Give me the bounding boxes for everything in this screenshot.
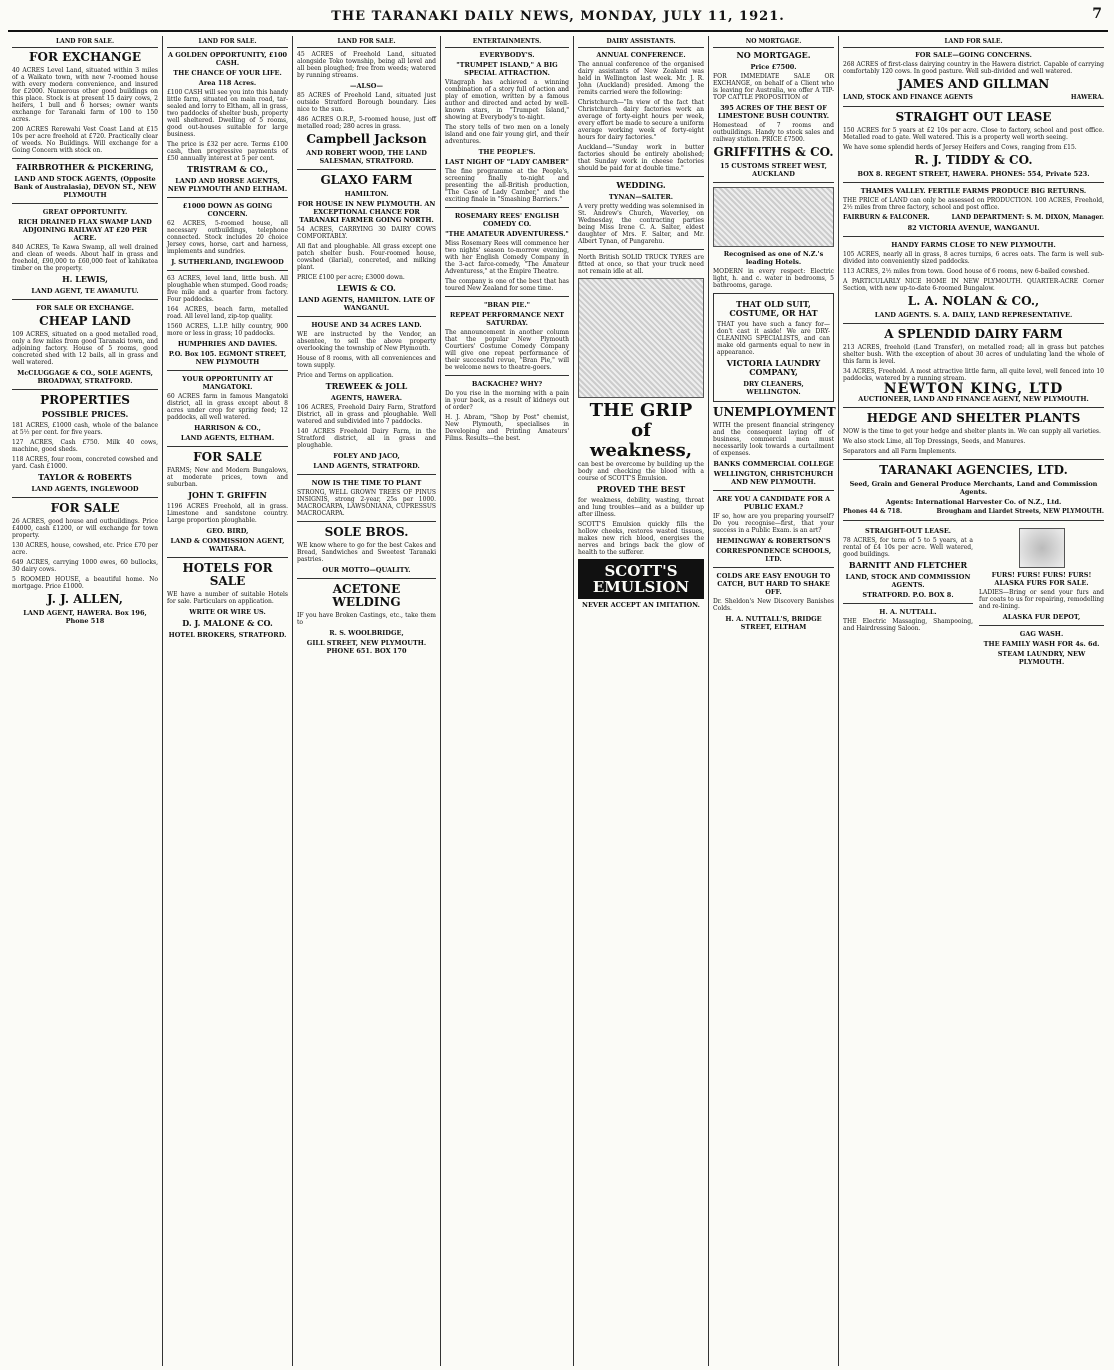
article-heading: EVERYBODY'S.: [479, 51, 535, 59]
agent-name: HEMINGWAY & ROBERTSON'S: [716, 537, 831, 545]
ad-text: WE know where to go for the best Cakes and Bread, Sandwiches and Sweetest Taranaki pastries.: [297, 542, 436, 563]
ad-text: FOR IMMEDIATE SALE OR EXCHANGE, on behalf of a Client who is leaving for Australia, we offer A TIP-TOP CATTLE PROPOSITION of: [713, 73, 834, 101]
agent-address: LAND AGENTS, ELTHAM.: [180, 434, 275, 442]
agent-address: P.O. Box 105. EGMONT STREET, NEW PLYMOUTH: [168, 350, 287, 366]
divider: [167, 370, 288, 371]
ad-heading: HEDGE AND SHELTER PLANTS: [866, 411, 1081, 425]
ad-text: 5 ROOMED HOUSE, a beautiful home. No mortgage. Price £1000.: [12, 576, 158, 590]
divider: [445, 375, 569, 376]
agent-name: BANKS COMMERCIAL COLLEGE: [713, 460, 834, 468]
ad-subheading: Area 118 Acres.: [198, 79, 257, 87]
ad-heading: PROPERTIES: [40, 393, 130, 407]
divider: [843, 603, 973, 604]
column-7: [839, 36, 1108, 1366]
ad-text: 45 ACRES of Freehold Land, situated alongside Toko township, being all level and all been ploughed; free from weeds; watered by running streams.: [297, 51, 436, 79]
agent-name: BARNITT AND FLETCHER: [848, 560, 968, 570]
ad-heading: STRAIGHT-OUT LEASE.: [864, 527, 952, 535]
divider: [843, 459, 1104, 460]
divider: [843, 407, 1104, 408]
ad-text: 213 ACRES, freehold (Land Transfer), on metalled road; all in grass but patches shelter bush. With the exception of about 30 acres of undulating land the whole of this farm is level.: [843, 344, 1104, 365]
ad-text: 118 ACRES, four room, concreted cowshed and yard. Cash £1000.: [12, 456, 158, 470]
ad-text: 140 ACRES Freehold Dairy Farm, in the Stratford district, all in grass and ploughable.: [297, 428, 436, 449]
agent-address: Seed, Grain and General Produce Merchants, Land and Commission Agents.: [849, 480, 1098, 496]
advertisement-illustration: [578, 278, 704, 398]
ad-heading: NOW IS THE TIME TO PLANT: [311, 479, 422, 487]
divider: [12, 497, 158, 498]
ad-subheading: Price £7500.: [750, 63, 797, 71]
ad-text: House of 8 rooms, with all conveniences and town supply.: [297, 355, 436, 369]
agent-name: HUMPHRIES AND DAVIES.: [177, 340, 278, 348]
ad-subheading: RICH DRAINED FLAX SWAMP LAND ADJOINING RAILWAY AT £20 PER ACRE.: [18, 218, 152, 242]
article-text: A very pretty wedding was solemnised in St. Andrew's Church, Waverley, on Wednesday, the contracting parties being Miss Irene C. A. Salter, eldest daughter of Mrs. F. Salter, and Mr. Albert Tynan, of Pungarehu.: [578, 203, 704, 245]
ad-heading: CHEAP LAND: [39, 314, 131, 328]
ad-subheading: THE CHANCE OF YOUR LIFE.: [173, 69, 282, 77]
divider: [979, 625, 1104, 626]
agent-address: H. A. NUTTALL'S, BRIDGE STREET, ELTHAM: [725, 615, 822, 631]
ad-text: 113 ACRES, 2½ miles from town. Good house of 6 rooms, new 6-bailed cowshed.: [843, 268, 1090, 275]
ad-text: 486 ACRES O.R.P., 5-roomed house, just off metalled road; 280 acres in grass.: [297, 116, 436, 130]
divider: [843, 236, 1104, 237]
agent-address: LAND, STOCK AND FINANCE AGENTS: [843, 94, 973, 101]
agent-address: Brougham and Liardet Streets, NEW PLYMOUTH.: [936, 508, 1104, 515]
ad-text: for weakness, debility, wasting, throat and lung troubles—and as a builder up after illness.: [578, 497, 704, 518]
scotts-emulsion-logo: SCOTT'S EMULSION: [578, 559, 704, 599]
masthead: [8, 4, 1108, 32]
divider: [167, 270, 288, 271]
ad-text: A PARTICULARLY NICE HOME IN NEW PLYMOUTH. QUARTER-ACRE Corner Section, with new up-to-date 6-roomed Bungalow.: [843, 278, 1104, 292]
agent-address: AGENTS, HAWERA.: [330, 394, 403, 402]
divider: [445, 296, 569, 297]
ad-text: FARMS; New and Modern Bungalows, at moderate prices, town and suburban.: [167, 467, 288, 488]
article-text: Do you rise in the morning with a pain in your back, as a result of kidneys out of order?: [445, 390, 569, 411]
divider: [843, 182, 1104, 183]
ad-text: THE PRICE of LAND can only be assessed on PRODUCTION. 100 ACRES, Freehold, 2½ miles from three factory, school and post office.: [843, 197, 1104, 211]
ad-text: Dr. Sheldon's New Discovery Banishes Colds.: [713, 598, 834, 612]
article-heading: THE PEOPLE'S.: [478, 148, 536, 156]
ad-text: IF you have Broken Castings, etc., take them to: [297, 612, 436, 626]
ad-subheading: THE FAMILY WASH FOR 4s. 6d.: [983, 640, 1100, 648]
agent-address: LAND, STOCK AND COMMISSION AGENTS.: [845, 573, 971, 589]
laundry-ad: [713, 293, 834, 402]
divider: [297, 169, 436, 170]
ad-heading: GAG WASH.: [1019, 630, 1064, 638]
agent-town: HAWERA.: [1070, 94, 1104, 101]
agent-name: LEWIS & CO.: [337, 283, 396, 293]
agent-address: GILL STREET, NEW PLYMOUTH. PHONE 651. BOX 170: [306, 639, 427, 655]
ad-heading: SOLE BROS.: [324, 525, 409, 539]
divider: [12, 299, 158, 300]
agent-name: D. J. MALONE & CO.: [182, 618, 273, 628]
ad-text: MODERN in every respect: Electric light, h. and c. water in bedrooms, 5 bathrooms, garage.: [713, 268, 834, 289]
article-text: The story tells of two men on a lonely island and one fair young girl, and their adventures.: [445, 124, 569, 145]
column-4: [441, 36, 574, 1366]
article-heading: ROSEMARY REES' ENGLISH COMEDY CO.: [454, 212, 560, 228]
newspaper-title: THE TARANAKI DAILY NEWS, MONDAY, JULY 11, 1921.: [331, 9, 785, 24]
ad-text: 268 ACRES of first-class dairying country in the Hawera district. Capable of carrying comfortably 120 cows. In good pasture. Well sub-divided and well watered.: [843, 61, 1104, 75]
ad-text: 109 ACRES, situated on a good metalled road, only a few miles from good Taranaki town, and adjoining factory. House of 5 rooms, good concreted shed with 12 bails, all in grass and well watered.: [12, 331, 158, 366]
agent-address-row: [843, 94, 1104, 102]
ad-text: 127 ACRES, Cash £750. Milk 40 cows, machine, good sheds.: [12, 439, 158, 453]
article-subheading: REPEAT PERFORMANCE NEXT SATURDAY.: [449, 311, 565, 327]
agent-name: R. S. WOOLBRIDGE,: [329, 629, 404, 637]
ad-heading: FURS! FURS! FURS! FURS! ALASKA FURS FOR SALE.: [991, 571, 1092, 587]
agent-name: JAMES AND GILLMAN: [897, 77, 1050, 91]
ad-heading: HOTELS FOR SALE: [182, 561, 273, 588]
agent-address: AUCTIONEER, LAND AND FINANCE AGENT, NEW PLYMOUTH.: [858, 395, 1089, 403]
article-heading: BACKACHE? WHY?: [471, 380, 543, 388]
agent-name: GEO. BIRD,: [206, 527, 249, 535]
agent-name: H. LEWIS,: [62, 274, 108, 284]
ad-subheading: DRY CLEANERS, WELLINGTON.: [743, 380, 804, 396]
agent-name: TARANAKI AGENCIES, LTD.: [879, 463, 1068, 477]
bottom-right-ads: [979, 525, 1104, 668]
ad-text: WITH the present financial stringency and the consequent laying off of business, commercial men must necessarily look towards a curtailment of expenses.: [713, 422, 834, 457]
ad-text: North British SOLID TRUCK TYRES are fitted at once, so that your truck need not remain idle at all.: [578, 254, 704, 275]
agent-phones: Phones 44 & 718.: [843, 508, 903, 515]
agent-name: FAIRBURN & FALCONER.: [843, 214, 930, 221]
column-head: NO MORTGAGE.: [713, 38, 834, 48]
divider: [12, 389, 158, 390]
agent-address: STEAM LAUNDRY, NEW PLYMOUTH.: [997, 650, 1086, 666]
article-text: Christchurch—"In view of the fact that Christchurch dairy factories work an average of forty-eight hours per week, every effort be made to secure a uniform average working week of forty-eight hours for dairy factories.": [578, 99, 704, 141]
divider: [843, 106, 1104, 107]
agent-address: LAND AGENTS, HAMILTON. LATE OF WANGANUI.: [298, 296, 435, 312]
ad-text: THE Electric Massaging, Shampooing, and Hairdressing Saloon.: [843, 618, 973, 632]
ad-heading: FOR EXCHANGE: [29, 50, 141, 64]
ad-text: 164 ACRES, beach farm, metalled road. All level land, zip-top quality.: [167, 306, 288, 320]
ad-text: 649 ACRES, carrying 1000 ewes, 60 bullocks, 30 dairy cows.: [12, 559, 158, 573]
divider: [297, 474, 436, 475]
agent-name: JOHN T. GRIFFIN: [188, 490, 267, 500]
agent-department: LAND DEPARTMENT: S. M. DIXON, Manager.: [951, 214, 1104, 221]
agent-name: FOLEY AND JACO,: [333, 452, 400, 460]
ad-text: £100 CASH will see you into this handy little farm, situated on main road, tar-sealed and lorry to Eltham, all in grass, two paddocks of shelter bush, property well sheltered. Dwelling of 5 rooms, good out-houses suitable for large business.: [167, 89, 288, 138]
ad-text: WE have a number of suitable Hotels for sale. Particulars on application.: [167, 591, 288, 605]
column-head: LAND FOR SALE.: [297, 38, 436, 48]
agent-address: LAND AND HORSE AGENTS, NEW PLYMOUTH AND ELTHAM.: [167, 177, 288, 193]
hotel-illustration: [713, 187, 834, 247]
ad-text: 1560 ACRES, L.I.P. hilly country, 900 more or less in grass; 10 paddocks.: [167, 323, 288, 337]
agent-name: TREWEEK & JOLL: [325, 381, 408, 391]
divider: [843, 323, 1104, 324]
divider: [713, 567, 834, 568]
agent-address: Agents: International Harvester Co. of N.Z., Ltd.: [885, 498, 1062, 506]
ad-text: 1196 ACRES Freehold, all in grass. Limestone and sandstone country. Large proportion ploughable.: [167, 503, 288, 524]
ad-heading: HOUSE AND 34 ACRES LAND.: [311, 321, 422, 329]
ad-subheading: 395 ACRES OF THE BEST OF LIMESTONE BUSH COUNTRY.: [718, 104, 829, 120]
ad-heading: YOUR OPPORTUNITY AT MANGATOKI.: [182, 375, 273, 391]
column-head: LAND FOR SALE.: [843, 38, 1104, 48]
agent-address: AND ROBERT WOOD, THE LAND SALESMAN, STRATFORD.: [306, 149, 427, 165]
ad-text: 150 ACRES for 5 years at £2 10s per acre. Close to factory, school and post office. Metalled road to gate. Well watered. This is a property well worth seeing.: [843, 127, 1104, 141]
agent-name: TAYLOR & ROBERTS: [38, 472, 132, 482]
article-text: Miss Rosemary Rees will commence her two nights' season to-morrow evening, with her English Comedy Company in the 3-act farce-comedy, "The Amateur Adventuress," at the Empire Theatre.: [445, 240, 569, 275]
ad-text: 78 ACRES, for term of 5 to 5 years, at a rental of £4 10s per acre. Well watered, good buildings.: [843, 537, 973, 558]
ad-heading: A GOLDEN OPPORTUNITY, £100 CASH.: [167, 51, 287, 67]
ad-subheading: WRITE OR WIRE US.: [189, 608, 266, 616]
ad-text: 40 ACRES Level Land, situated within 3 miles of a Waikato town, with new 7-roomed house with every modern convenience, and insured for £2000. Numerous other good buildings on this place. Stock is at present 15 dairy cows, 2 heifers, 1 bull and 6 horses; owner wants exchange for Taranaki farm of 100 to 150 acres.: [12, 67, 158, 123]
ad-text: THAT you have such a fancy for—don't cast it aside! We are DRY-CLEANING SPECIALISTS, and can make old garments equal to new in appearance.: [717, 321, 830, 356]
ad-text: 60 ACRES farm in famous Mangatoki district, all in grass except about 8 acres under crop for spring feed; 12 paddocks, all well watered.: [167, 393, 288, 421]
agent-name: L. A. NOLAN & CO.,: [907, 294, 1040, 308]
divider: [578, 249, 704, 250]
agent-name: R. J. TIDDY & CO.: [914, 153, 1033, 167]
ad-heading: GREAT OPPORTUNITY.: [42, 208, 128, 216]
divider: [297, 578, 436, 579]
agent-address: LAND & COMMISSION AGENT, WAITARA.: [170, 537, 285, 553]
ad-heading: HANDY FARMS CLOSE TO NEW PLYMOUTH.: [891, 241, 1056, 249]
column-head: LAND FOR SALE.: [167, 38, 288, 48]
agent-address: LAND AGENTS, STRATFORD.: [313, 462, 420, 470]
ad-subheading: OUR MOTTO—QUALITY.: [322, 566, 411, 574]
ad-text: 106 ACRES, Freehold Dairy Farm, Stratford District, all in grass and ploughable. Well watered and subdivided into 7 paddocks.: [297, 404, 436, 425]
article-text: The annual conference of the organised dairy assistants of New Zealand was held in Wellington last week. Mr. J. R. John (Auckland) presided. Among the remits carried were the following:: [578, 61, 704, 96]
ad-text: 63 ACRES, level land, little bush. All ploughable when stumped. Good roads; five mile and a quarter from factory. Four paddocks.: [167, 275, 288, 303]
divider: [12, 203, 158, 204]
article-text: The announcement in another column that the popular New Plymouth Courtiers' Costume Comedy Company will give one repeat performance of their successful revue, "Bran Pie," will be welcome news to theatre-goers.: [445, 329, 569, 371]
ad-text: 200 ACRES Rerewahi Vest Coast Land at £15 10s per acre freehold at £720. Practically clear of weeds. No Buildings. Will exchange for a Going Concern with stock on.: [12, 126, 158, 154]
article-heading: "BRAN PIE.": [483, 301, 531, 309]
ad-text: Price and Terms on application.: [297, 372, 394, 379]
divider: [12, 158, 158, 159]
ad-heading: UNEMPLOYMENT: [713, 405, 836, 419]
agent-address: 15 CUSTOMS STREET WEST, AUCKLAND: [720, 162, 827, 178]
ad-text: 105 ACRES, nearly all in grass, 8 acres turnips, 6 acres oats. The farm is well sub-divided into conveniently sized paddocks.: [843, 251, 1104, 265]
ad-text: WE are instructed by the Vendor, an absentee, to sell the above property overlooking the township of New Plymouth.: [297, 331, 436, 352]
ad-text: Homestead of 7 rooms and outbuildings. Handy to stock sales and railway station. PRICE £7500.: [713, 122, 834, 143]
ad-heading: FOR SALE—GOING CONCERNS.: [915, 51, 1032, 59]
ad-text: can best be overcome by building up the body and checking the blood with a course of SCOTT'S Emulsion.: [578, 461, 704, 482]
agent-address: BOX 8. REGENT STREET, HAWERA. PHONES: 554, Private 523.: [857, 170, 1090, 178]
column-1: [8, 36, 163, 1366]
agent-name: J. SUTHERLAND, INGLEWOOD: [171, 258, 284, 266]
article-heading: WEDDING.: [616, 180, 666, 190]
divider: [713, 490, 834, 491]
ad-heading: ARE YOU A CANDIDATE FOR A PUBLIC EXAM.?: [716, 495, 831, 511]
ad-subheading: FOR HOUSE IN NEW PLYMOUTH. AN EXCEPTIONAL CHANCE FOR TARANAKI FARMER GOING NORTH.: [297, 200, 436, 224]
article-subheading: TYNAN—SALTER.: [608, 193, 674, 201]
page-columns: [8, 36, 1108, 1366]
ad-text: 62 ACRES, 5-roomed house, all necessary outbuildings, telephone connected. Stock includes 20 choice Jersey cows, horse, cart and harness, implements and sundries.: [167, 220, 288, 255]
agent-name: H. A. NUTTALL.: [879, 608, 937, 616]
divider: [167, 446, 288, 447]
ad-heading: FOR SALE: [50, 501, 120, 515]
agent-address: LAND AGENTS. S. A. DAILY, LAND REPRESENTATIVE.: [874, 311, 1073, 319]
divider: [167, 557, 288, 558]
agent-name: Campbell Jackson: [306, 132, 427, 146]
agent-address: CORRESPONDENCE SCHOOLS, LTD.: [715, 547, 832, 563]
ad-text: 54 ACRES, CARRYING 30 DAIRY COWS COMFORTABLY.: [297, 226, 436, 240]
ad-heading: £1000 DOWN AS GOING CONCERN.: [182, 202, 273, 218]
ad-heading: THAT OLD SUIT, COSTUME, OR HAT: [729, 299, 818, 318]
divider: [578, 176, 704, 177]
ad-text: We have some splendid herds of Jersey Heifers and Cows, ranging from £15.: [843, 144, 1077, 151]
divider: [445, 207, 569, 208]
ad-text: 85 ACRES of Freehold Land, situated just outside Stratford Borough boundary. Lies nice to the sun.: [297, 92, 436, 113]
article-subheading: "TRUMPET ISLAND," A BIG SPECIAL ATTRACTION.: [456, 61, 558, 77]
agent-address: LAND AGENTS, INGLEWOOD: [31, 485, 139, 493]
agent-name: HARRISON & CO.,: [194, 424, 261, 432]
article-text: Vitagraph has achieved a winning combination of a story full of action and play of emotion, written by a famous author and directed and acted by well-known stars, in "Trumpet Island," showing at Everybody's to-night.: [445, 79, 569, 121]
article-text: The fine programme at the People's, screening finally to-night and presenting the all-British production, "The Case of Lady Camber," and the exciting finale in "Smashing Barriers.": [445, 168, 569, 203]
ad-subheading: POSSIBLE PRICES.: [41, 409, 129, 419]
article-subheading: ANNUAL CONFERENCE.: [596, 51, 686, 59]
ad-text: 181 ACRES, £1000 cash, whole of the balance at 5½ per cent. for five years.: [12, 422, 158, 436]
ad-subheading: HAMILTON.: [344, 190, 389, 198]
column-head: DAIRY ASSISTANTS.: [578, 38, 704, 48]
ad-heading: A SPLENDID DAIRY FARM: [884, 327, 1063, 341]
ad-text: 840 ACRES, Te Kawa Swamp, all well drained and clean of weeds. About half in grass and freehold, £90,000 to £60,000 feet of kahikatea timber on the property.: [12, 244, 158, 272]
article-text: Auckland—"Sunday work in butter factories should be entirely abolished; that Sunday work in cheese factories should be paid for at double time.": [578, 144, 704, 172]
ad-heading: ACETONE WELDING: [332, 582, 401, 609]
ad-text: 26 ACRES, good house and outbuildings. Price £4000, cash £1200, or will exchange for town property.: [12, 518, 158, 539]
ad-text: All flat and ploughable. All grass except one patch shelter bush. Four-roomed house, cowshed (ilarial), concreted, and milking plant.: [297, 243, 436, 271]
agent-name: GRIFFITHS & CO.: [713, 145, 834, 159]
agent-address: STRATFORD. P.O. BOX 8.: [862, 591, 954, 599]
article-text: H. J. Abram, "Shop by Post" chemist, New Plymouth, specialises in Developing and Printing Amateurs' Films. Results—the best.: [445, 414, 569, 442]
ad-text: IF so, how are you preparing yourself? Do you recognise—first, that your success in a Public Exam. is an art?: [713, 513, 834, 534]
ad-heading: VICTORIA LAUNDRY COMPANY,: [726, 358, 821, 377]
ad-heading: THAMES VALLEY. FERTILE FARMS PRODUCE BIG RETURNS.: [860, 187, 1087, 195]
ad-text: SCOTT'S Emulsion quickly fills the hollow cheeks, restores wasted tissues, makes new rich blood, energises the nerves and brings back the glow of health to the sufferer.: [578, 521, 704, 556]
ad-heading: FOR SALE OR EXCHANGE.: [36, 304, 134, 312]
article-subheading: "THE AMATEUR ADVENTURESS.": [445, 230, 569, 238]
article-subheading: LAST NIGHT OF "LADY CAMBER": [445, 158, 569, 166]
ad-subheading: Recognised as one of N.Z.'s leading Hotels.: [723, 250, 824, 266]
ad-text: Separators and all Farm Implements.: [843, 448, 957, 455]
agent-address: LAND AGENT, HAWERA. Box 196, Phone 518: [23, 609, 147, 625]
agent-address-row: [843, 508, 1104, 516]
ad-heading: GLAXO FARM: [320, 173, 413, 187]
article-text: The company is one of the best that has toured New Zealand for some time.: [445, 278, 569, 292]
agent-address: LAND AND STOCK AGENTS, (Opposite Bank of Australasia), DEVON ST., NEW PLYMOUTH: [13, 175, 157, 199]
ad-heading: FAIRBROTHER & PICKERING,: [16, 162, 154, 172]
agent-name: TRISTRAM & CO.,: [186, 164, 268, 174]
agent-name: McCLUGGAGE & CO., SOLE AGENTS, BROADWAY, STRATFORD.: [17, 369, 153, 385]
divider: [297, 316, 436, 317]
agent-address: 82 VICTORIA AVENUE, WANGANUI.: [907, 224, 1040, 232]
ad-heading: COLDS ARE EASY ENOUGH TO CATCH, BUT HARD TO SHAKE OFF.: [716, 572, 831, 596]
divider: [713, 182, 834, 183]
agent-address: WELLINGTON, CHRISTCHURCH AND NEW PLYMOUTH.: [713, 470, 834, 486]
divider: [297, 521, 436, 522]
ad-text: The price is £32 per acre. Terms £100 cash, then progressive payments of £50 annually interest at 5 per cent.: [167, 141, 288, 162]
agent-address-row: [843, 214, 1104, 222]
agent-name: J. J. ALLEN,: [47, 592, 123, 606]
column-6: [709, 36, 839, 1366]
agent-address: HOTEL BROKERS, STRATFORD.: [168, 631, 287, 639]
column-5: [574, 36, 709, 1366]
ad-subheading: PROVED THE BEST: [596, 484, 686, 494]
ad-subheading: —ALSO—: [350, 82, 383, 90]
ad-text: We also stock Lime, all Top Dressings, Seeds, and Manures.: [843, 438, 1026, 445]
column-2: [163, 36, 293, 1366]
bottom-ads-row: [843, 525, 1104, 668]
ad-text: LADIES—Bring or send your furs and fur coats to us for repairing, remodelling and re-lining.: [979, 589, 1104, 610]
agent-name: NEWTON KING, LTD: [883, 381, 1064, 397]
ad-text: NOW is the time to get your hedge and shelter plants in. We can supply all varieties.: [843, 428, 1101, 435]
divider: [843, 520, 1104, 521]
bottom-left-ads: [843, 525, 973, 668]
column-3: [293, 36, 441, 1366]
fox-illustration: [1019, 528, 1065, 568]
ad-text: STRONG, WELL GROWN TREES OF PINUS INSIGNIS, strong 2-year, 25s per 1000. MACROCARPA, LAWSONIANA, CUPRESSUS MACROCARPA.: [297, 489, 436, 517]
agent-address: LAND AGENT, TE AWAMUTU.: [31, 287, 139, 295]
ad-heading: FOR SALE: [193, 450, 262, 464]
ad-text: 130 ACRES, house, cowshed, etc. Price £70 per acre.: [12, 542, 158, 556]
divider: [167, 197, 288, 198]
ad-heading: STRAIGHT OUT LEASE: [895, 110, 1052, 124]
ad-heading: THE GRIP of weakness,: [589, 400, 693, 461]
agent-name: ALASKA FUR DEPOT,: [1002, 613, 1081, 621]
ad-text: PRICE £100 per acre; £3000 down.: [297, 274, 405, 281]
ad-heading: NO MORTGAGE.: [736, 50, 811, 60]
column-head: LAND FOR SALE.: [12, 38, 158, 48]
column-head: ENTERTAINMENTS.: [445, 38, 569, 48]
page-number: 7: [1092, 6, 1102, 22]
ad-text: 34 ACRES, Freehold. A most attractive little farm, all quite level, well fenced into 10 paddocks, watered by a running stream.: [843, 368, 1104, 382]
ad-footnote: NEVER ACCEPT AN IMITATION.: [582, 601, 700, 609]
